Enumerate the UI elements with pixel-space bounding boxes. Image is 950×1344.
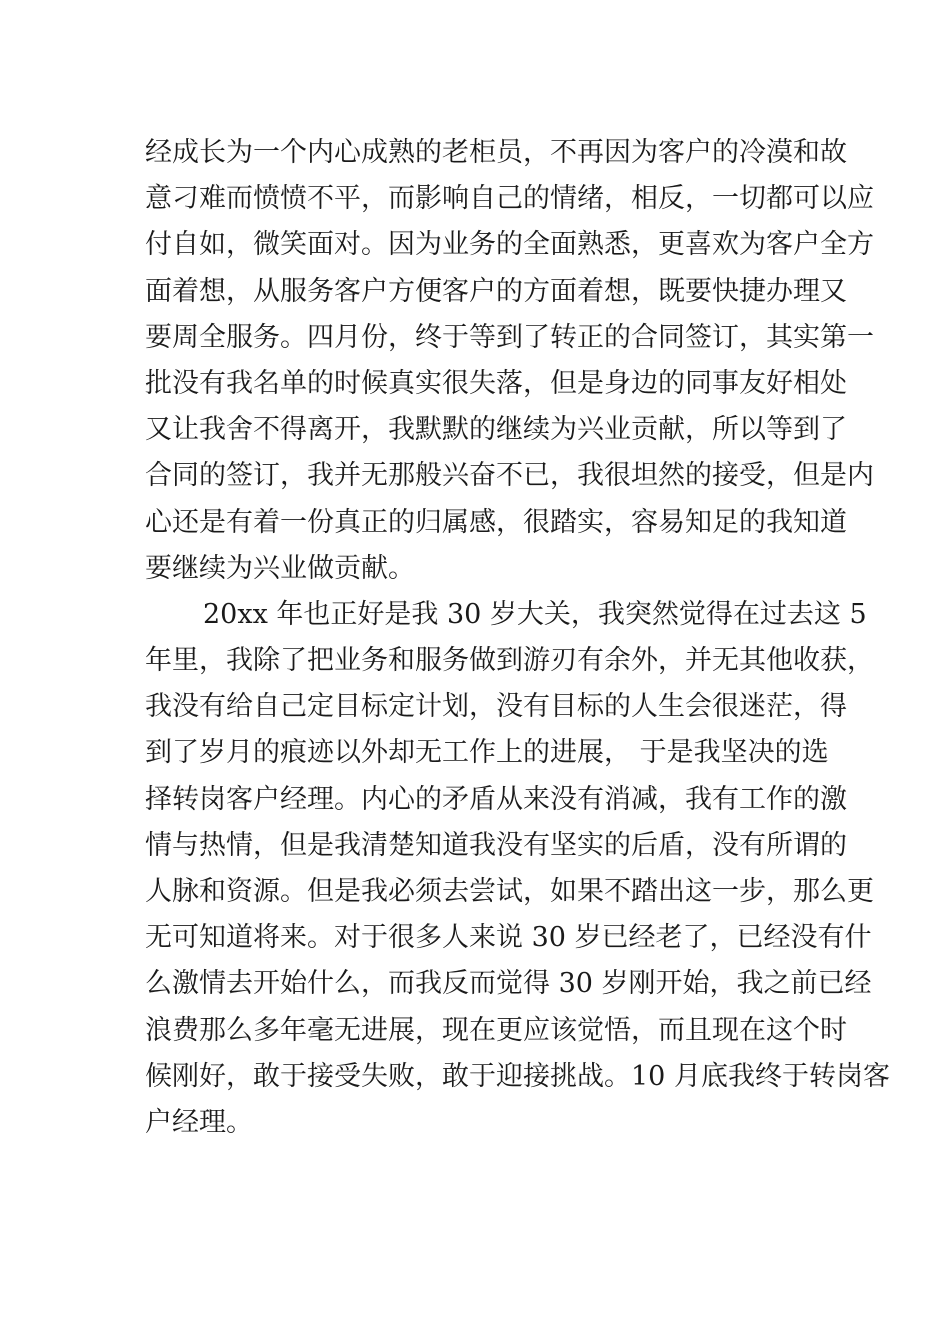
text-line: 候刚好，敢于接受失败，敢于迎接挑战。10 月底我终于转岗客 (145, 1060, 890, 1092)
text-line: 么激情去开始什么，而我反而觉得 30 岁刚开始，我之前已经 (145, 968, 872, 1000)
text-line: 浪费那么多年毫无进展，现在更应该觉悟，而且现在这个时 (145, 1014, 847, 1046)
text-line: 无可知道将来。对于很多人来说 30 岁已经老了，已经没有什 (145, 922, 872, 954)
text-line: 要继续为兴业做贡献。 (145, 552, 415, 584)
text-line: 要周全服务。四月份，终于等到了转正的合同签订，其实第一 (145, 321, 874, 353)
text-line: 又让我舍不得离开，我默默的继续为兴业贡献，所以等到了 (145, 414, 847, 446)
text-line: 心还是有着一份真正的归属感，很踏实，容易知足的我知道 (145, 506, 847, 538)
text-line: 意刁难而愤愤不平，而影响自己的情绪，相反，一切都可以应 (145, 183, 874, 215)
text-line: 经成长为一个内心成熟的老柜员，不再因为客户的冷漠和故 (145, 137, 847, 168)
text-line: 我没有给自己定目标定计划，没有目标的人生会很迷茫，得 (145, 691, 847, 723)
text-line: 年里，我除了把业务和服务做到游刃有余外，并无其他收获， (145, 645, 874, 677)
paragraph-2 (145, 592, 890, 1146)
text-line: 合同的签订，我并无那般兴奋不已，我很坦然的接受，但是内 (145, 460, 874, 492)
text-line: 择转岗客户经理。内心的矛盾从来没有消减，我有工作的激 (145, 783, 847, 815)
text-line: 面着想，从服务客户方便客户的方面着想，既要快捷办理又 (145, 275, 847, 307)
text-line: 户经理。 (145, 1106, 253, 1138)
text-line: 批没有我名单的时候真实很失落，但是身边的同事友好相处 (145, 367, 847, 399)
text-line: 到了岁月的痕迹以外却无工作上的进展， 于是我坚决的选 (145, 737, 829, 769)
paragraph-1 (145, 130, 874, 592)
text-line: 20xx 年也正好是我 30 岁大关，我突然觉得在过去这 5 (203, 598, 867, 630)
text-line: 付自如，微笑面对。因为业务的全面熟悉，更喜欢为客户全方 (145, 229, 874, 261)
document-body (145, 130, 890, 1146)
text-line: 情与热情，但是我清楚知道我没有坚实的后盾，没有所谓的 (145, 829, 847, 861)
text-line: 人脉和资源。但是我必须去尝试，如果不踏出这一步，那么更 (145, 876, 874, 907)
